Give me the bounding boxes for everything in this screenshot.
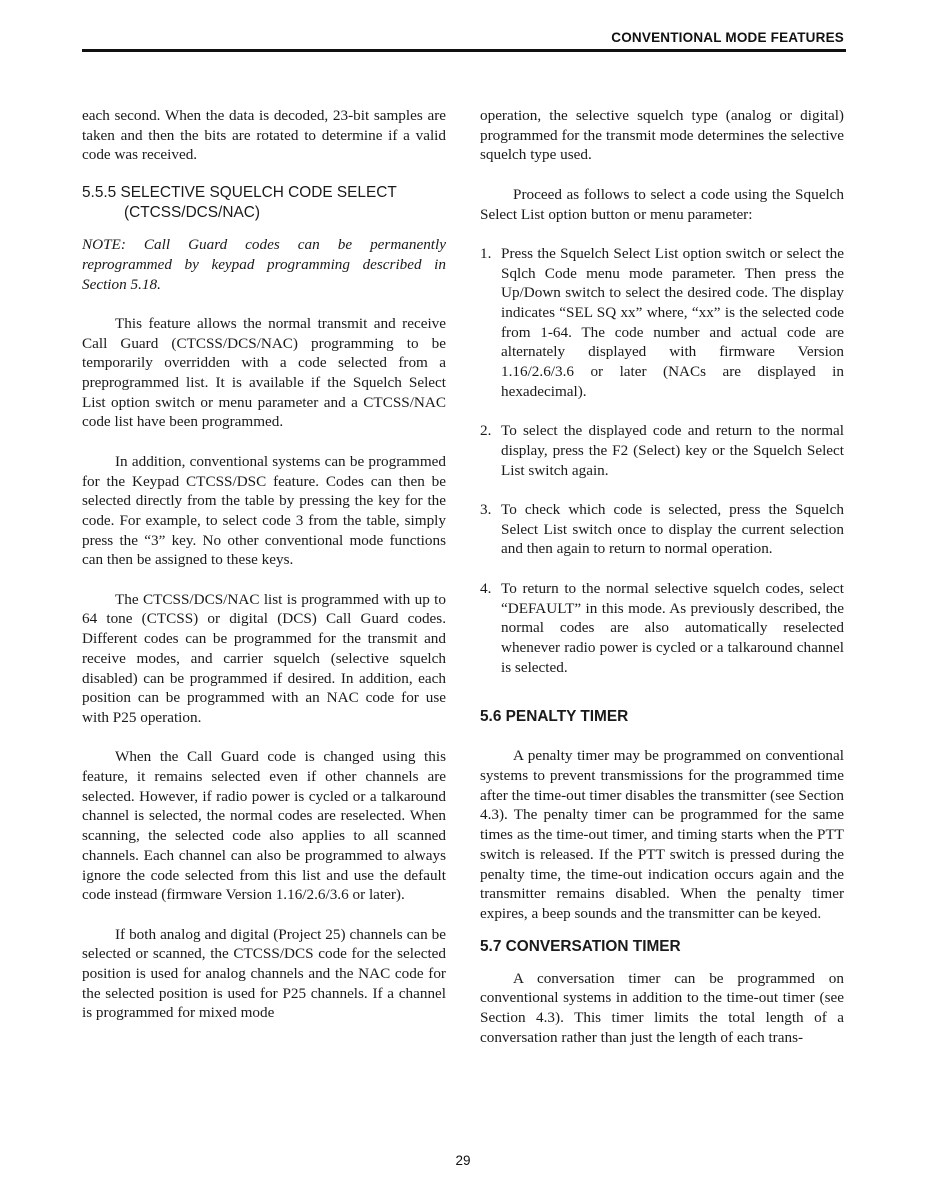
list-text: To select the displayed code and return to the normal display, press the F2 (Select) key or the Squelch Select List switch again.	[501, 422, 844, 479]
list-item	[480, 500, 844, 559]
heading-line-2: (CTCSS/DCS/NAC)	[124, 204, 260, 222]
list-number: 3.	[480, 501, 492, 518]
paragraph: When the Call Guard code is changed using this feature, it remains selected even if other channels are selected. However, if radio power is cycled or a talkaround channel is selected, the normal codes are reselected. When scanning, the selected code also applies to all scanned channels. Each channel can also be programmed to always ignore the code selected from this list and use the default code instead (firmware Version 1.16/2.6/3.6 or later).	[82, 748, 446, 904]
list-number: 2.	[480, 422, 492, 440]
heading-line-1: 5.5.5 SELECTIVE SQUELCH CODE SELECT	[82, 184, 397, 202]
note-paragraph: NOTE: Call Guard codes can be permanently reprogrammed by keypad programming described in Section 5.18.	[82, 236, 446, 293]
list-number: 1.	[480, 244, 492, 262]
list-text: To check which code is selected, press the Squelch Select List switch once to display the current selection and then again to return to normal operation.	[501, 501, 844, 558]
list-item	[480, 244, 844, 402]
list-item	[480, 421, 844, 480]
list-item	[480, 579, 844, 678]
section-heading-5-7: 5.7 CONVERSATION TIMER	[480, 937, 681, 955]
paragraph: A penalty timer may be programmed on conventional systems to prevent transmissions for the programmed time after the time-out timer disables the transmitter (see Section 4.3). The penalty timer can be programmed for the same times as the time-out timer, and timing starts when the PTT switch is released. If the PTT switch is pressed during the penalty time, the time-out indication occurs again and the transmitter remains disabled. When the penalty timer expires, a beep sounds and the transmitter can be keyed.	[480, 747, 844, 922]
list-number: 4.	[480, 579, 492, 597]
paragraph: The CTCSS/DCS/NAC list is programmed with up to 64 tone (CTCSS) or digital (DCS) Call Guard codes. Different codes can be programmed for the transmit and receive modes, and carrier squelch (selective squelch disabled) can be programmed if desired. In addition, each position can be programmed with an NAC code for use with P25 operation.	[82, 590, 446, 726]
paragraph: In addition, conventional systems can be programmed for the Keypad CTCSS/DSC feature. Codes can then be selected directly from the table by pressing the key for the code. For example, to select code 3 from the table, simply press the “3” key. No other conventional mode functions can then be assigned to these keys.	[82, 452, 446, 569]
running-header: CONVENTIONAL MODE FEATURES	[611, 30, 844, 45]
page-number: 29	[455, 1153, 471, 1168]
list-text: Press the Squelch Select List option switch or select the Sqlch Code menu mode parameter. Then press the Up/Down switch to select the desired code. The display indicates “SEL SQ xx” where, “xx” is the selected code from 1-64. The code number and actual code are alternately displayed with firmware Version 1.16/2.6/3.6 or later (NACs are displayed in hexadecimal).	[501, 244, 844, 400]
paragraph: each second. When the data is decoded, 23-bit samples are taken and then the bits are rotated to determine if a valid code was received.	[82, 107, 446, 164]
header-rule	[82, 49, 846, 52]
paragraph: operation, the selective squelch type (analog or digital) programmed for the transmit mode determines the selective squelch type used.	[480, 107, 844, 164]
list-text: To return to the normal selective squelch codes, select “DEFAULT” in this mode. As previously described, the normal codes are also automatically reselected whenever radio power is cycled or a talkaround channel is selected.	[501, 579, 844, 676]
right-column	[480, 106, 844, 1047]
paragraph: A conversation timer can be programmed on conventional systems in addition to the time-out timer (see Section 4.3). This timer limits the total length of a conversation rather than just the length of each trans-	[480, 969, 844, 1046]
paragraph: Proceed as follows to select a code using the Squelch Select List option button or menu parameter:	[480, 185, 844, 223]
section-heading-5-5-5	[82, 183, 446, 223]
paragraph: If both analog and digital (Project 25) channels can be selected or scanned, the CTCSS/DCS code for the selected position is used for analog channels and the NAC code for the selected position is used for P25 channels. If a channel is programmed for mixed mode	[82, 925, 446, 1022]
left-column	[82, 106, 446, 1023]
paragraph: This feature allows the normal transmit and receive Call Guard (CTCSS/DCS/NAC) programming to be temporarily overridden with a code selected from a preprogrammed list. It is available if the Squelch Select List option switch or menu parameter and a CTCSS/NAC code list have been programmed.	[82, 314, 446, 431]
section-heading-5-6: 5.6 PENALTY TIMER	[480, 708, 629, 726]
